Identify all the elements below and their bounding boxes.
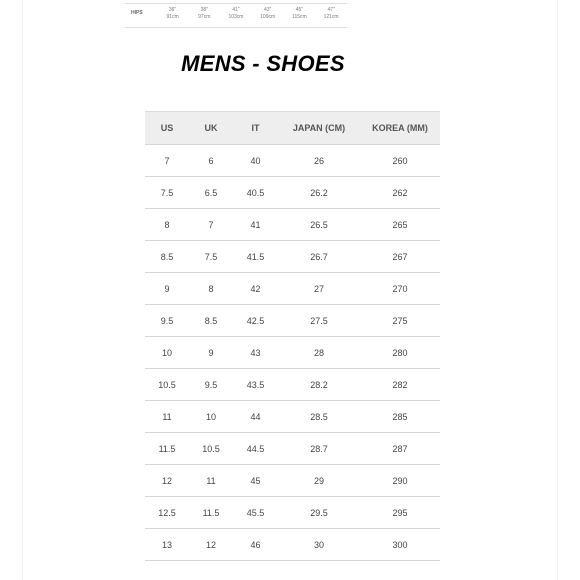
cell-us: 9 bbox=[145, 273, 189, 305]
cell-japan: 26 bbox=[278, 145, 360, 177]
table-row bbox=[145, 401, 440, 433]
cell-uk: 7 bbox=[189, 209, 233, 241]
column-header-korea: KOREA (MM) bbox=[360, 112, 440, 145]
cell-us: 11.5 bbox=[145, 433, 189, 465]
table-row bbox=[145, 337, 440, 369]
hips-cm: 121cm bbox=[323, 13, 339, 20]
hips-cell bbox=[252, 0, 284, 27]
cell-uk: 9.5 bbox=[189, 369, 233, 401]
cell-korea: 287 bbox=[360, 433, 440, 465]
cell-uk: 10.5 bbox=[189, 433, 233, 465]
cell-it: 46 bbox=[233, 529, 278, 561]
cell-us: 9.5 bbox=[145, 305, 189, 337]
cell-japan: 28.7 bbox=[278, 433, 360, 465]
cell-japan: 26.7 bbox=[278, 241, 360, 273]
page-title: MENS - SHOES bbox=[181, 51, 345, 76]
cell-japan: 29 bbox=[278, 465, 360, 497]
cell-it: 41.5 bbox=[233, 241, 278, 273]
column-header-uk: UK bbox=[189, 112, 233, 145]
cell-uk: 11.5 bbox=[189, 497, 233, 529]
cell-korea: 285 bbox=[360, 401, 440, 433]
cell-it: 44 bbox=[233, 401, 278, 433]
cell-japan: 27 bbox=[278, 273, 360, 305]
cell-korea: 267 bbox=[360, 241, 440, 273]
cell-korea: 265 bbox=[360, 209, 440, 241]
hips-cell bbox=[220, 0, 252, 27]
column-header-japan: JAPAN (CM) bbox=[278, 112, 360, 145]
cell-it: 44.5 bbox=[233, 433, 278, 465]
hips-cm: 97cm bbox=[198, 13, 211, 20]
cell-us: 13 bbox=[145, 529, 189, 561]
cell-uk: 10 bbox=[189, 401, 233, 433]
cell-uk: 11 bbox=[189, 465, 233, 497]
cell-korea: 280 bbox=[360, 337, 440, 369]
cell-korea: 295 bbox=[360, 497, 440, 529]
cell-korea: 290 bbox=[360, 465, 440, 497]
cell-it: 41 bbox=[233, 209, 278, 241]
hips-row bbox=[125, 0, 347, 27]
table-row bbox=[145, 209, 440, 241]
hips-cell bbox=[284, 0, 316, 27]
cell-japan: 28.5 bbox=[278, 401, 360, 433]
cell-japan: 26.2 bbox=[278, 177, 360, 209]
hips-size-table bbox=[125, 0, 347, 27]
cell-japan: 30 bbox=[278, 529, 360, 561]
column-header-us: US bbox=[145, 112, 189, 145]
cell-us: 11 bbox=[145, 401, 189, 433]
cell-uk: 8 bbox=[189, 273, 233, 305]
hips-inch: 36" bbox=[168, 6, 177, 13]
cell-uk: 12 bbox=[189, 529, 233, 561]
hips-inch: 38" bbox=[200, 6, 208, 13]
cell-it: 43.5 bbox=[233, 369, 278, 401]
hips-cell bbox=[315, 0, 347, 27]
cell-it: 45 bbox=[233, 465, 278, 497]
cell-korea: 260 bbox=[360, 145, 440, 177]
cell-us: 12 bbox=[145, 465, 189, 497]
table-row bbox=[145, 369, 440, 401]
cell-japan: 28.2 bbox=[278, 369, 360, 401]
cell-uk: 8.5 bbox=[189, 305, 233, 337]
table-row bbox=[145, 241, 440, 273]
cell-us: 7.5 bbox=[145, 177, 189, 209]
left-edge-divider bbox=[22, 0, 23, 580]
hips-cm: 103cm bbox=[228, 13, 244, 20]
cell-uk: 9 bbox=[189, 337, 233, 369]
hips-inch: 41" bbox=[232, 6, 240, 13]
cell-korea: 282 bbox=[360, 369, 440, 401]
cell-japan: 28 bbox=[278, 337, 360, 369]
cell-it: 43 bbox=[233, 337, 278, 369]
cell-uk: 6 bbox=[189, 145, 233, 177]
table-row bbox=[145, 177, 440, 209]
cell-korea: 275 bbox=[360, 305, 440, 337]
table-header-row bbox=[145, 112, 440, 145]
table-body bbox=[145, 145, 440, 561]
cell-us: 8.5 bbox=[145, 241, 189, 273]
cell-korea: 300 bbox=[360, 529, 440, 561]
cell-it: 40 bbox=[233, 145, 278, 177]
cell-it: 42 bbox=[233, 273, 278, 305]
cell-us: 10.5 bbox=[145, 369, 189, 401]
table-row bbox=[145, 529, 440, 561]
right-edge-divider bbox=[557, 0, 558, 580]
top-table-bottom-rule bbox=[125, 27, 347, 28]
table-row bbox=[145, 145, 440, 177]
table-row bbox=[145, 305, 440, 337]
column-header-it: IT bbox=[233, 112, 278, 145]
hips-inch: 43" bbox=[263, 6, 272, 13]
hips-cell bbox=[157, 0, 189, 27]
cell-korea: 270 bbox=[360, 273, 440, 305]
cell-it: 40.5 bbox=[233, 177, 278, 209]
cell-uk: 7.5 bbox=[189, 241, 233, 273]
cell-japan: 27.5 bbox=[278, 305, 360, 337]
cell-korea: 262 bbox=[360, 177, 440, 209]
table-row bbox=[145, 497, 440, 529]
cell-japan: 26.5 bbox=[278, 209, 360, 241]
hips-cm: 109cm bbox=[260, 13, 276, 20]
hips-cm: 91cm bbox=[166, 13, 179, 20]
hips-row-label: HIPS bbox=[131, 10, 143, 16]
cell-us: 7 bbox=[145, 145, 189, 177]
cell-it: 42.5 bbox=[233, 305, 278, 337]
cell-us: 12.5 bbox=[145, 497, 189, 529]
cell-us: 10 bbox=[145, 337, 189, 369]
table-row bbox=[145, 273, 440, 305]
cell-japan: 29.5 bbox=[278, 497, 360, 529]
hips-inch: 45" bbox=[295, 6, 304, 13]
mens-shoe-size-table bbox=[145, 111, 440, 561]
cell-uk: 6.5 bbox=[189, 177, 233, 209]
table-row bbox=[145, 465, 440, 497]
hips-cell bbox=[188, 0, 220, 27]
hips-inch: 47" bbox=[327, 6, 335, 13]
hips-cm: 115cm bbox=[292, 13, 307, 20]
table-row bbox=[145, 433, 440, 465]
cell-us: 8 bbox=[145, 209, 189, 241]
cell-it: 45.5 bbox=[233, 497, 278, 529]
